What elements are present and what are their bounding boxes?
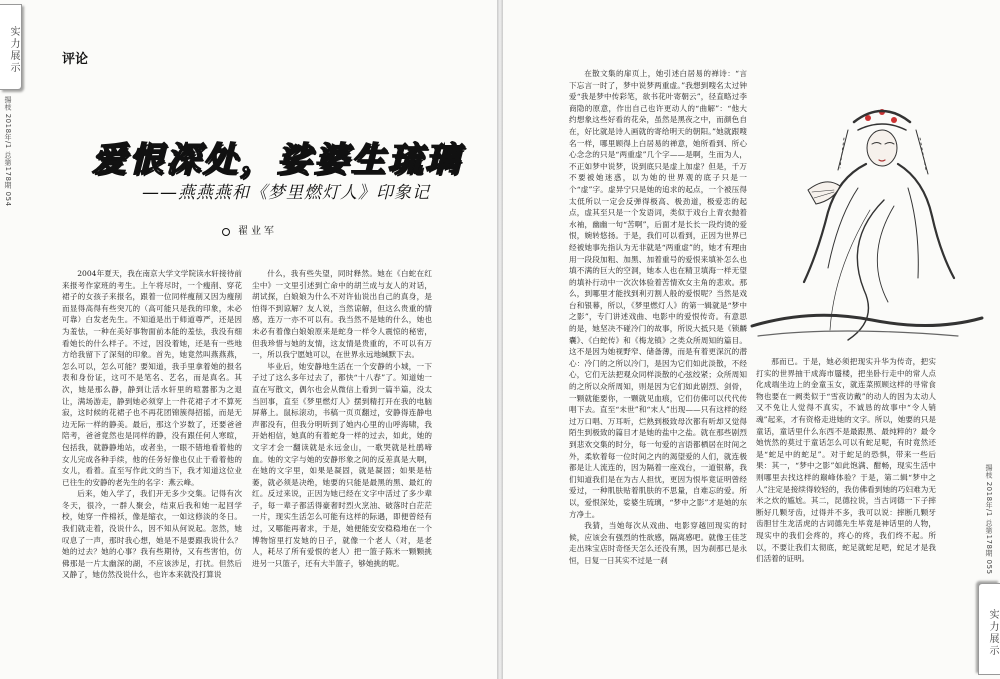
section-tab-right: 实力展示	[978, 583, 1000, 675]
opera-figure-illustration	[748, 60, 984, 345]
right-column-1	[569, 68, 747, 670]
right-column-2	[756, 356, 936, 668]
paragraph: 那而已。于是，她必须把现实升华为传奇，把实打实的世界抽干成海市蜃楼，把坐卧行走中的常人点化成端坐边上的金童玉女，就连菜照顾这样的寻常食物也要在一阙类似于“雪夜访戴”的动人的因为太动人又不免让人觉得不真实，不诚恳的故事中“令人销魂”起来，才有资格走进她的文字。所以，她要的只是童话，童话里什么东西不是最跟黑、最纯粹的？最令她恍然的莫过于童话怎么可以有蛇足呢，有时竟然还是“蛇足中的蛇足”。对于蛇足的恐惧，带来一些后果：其一，“梦中之影”如此饱满、酣畅，现实生活中则哪里去找这样的巅峰体验？于是，第二辑“梦中之人”注定是接续得较轻的，我仿佛看到她的巧妇难为无米之炊的尴尬。其二，昆德拉说，当古词德一下子摔断好几颗牙齿，过得并不多，我可以说：摔断几颗牙齿胆甘生龙活虎的古词德先生毕竟是神话里的人物，现实中的我们会疼的，疼心的疼，我们终不起。所以，不要让我们太彻底，蛇足就蛇足吧，蛇足才是我们活着的证明。	[756, 357, 936, 564]
paragraph: 在散文集的扉页上，她引述白居易的禅诗：“言下忘言一时了，梦中说梦两重虚。”我想到嗖名太过钟爱“我是梦中传彩笔，欲书花叶寄朝云”，径直略过李商隐的原意，作出自己也许更动人的“曲解”：“他大约想象这些好看的花朵，虽然是黑夜之中，而颜色自在，好比就是诗人画就的寄给明天的朝阳。”她就跟嗖名一样，哪里顾得上白居易的禅意，她所看到、所心心念念的只是“两重虚”几个字——是啊，生而为人，不正如梦中说梦，说到底只是虚上加虚？但是，千万不要被她迷惑，以为她的世界观的底子只是一个“虚”字。虚异宁只是她的追求的起点，一个被压得太低所以一定会反弹得极高、极劲道，极爱恋的起点，虚其至只是一个发语词，类似于戏台上青衣抛着水袖，幽幽一句“苦啊”，后面才是长长一段灼烫的爱恨，婉转悠扬。于是，我们可以看到，正因为世界已经被她事先指认为无非就是“两重虚”的，她才有理由用一段段加粗、加黑、加着重号的爱恨来填补怎么也填不满的巨大的空洞，她本人也在精卫填海一样无望的填补行动中一次次体验着苦情欢女主角的悲欢。那么，到哪里才能找到利刃割人般的爱恨呢？当然是戏台和银幕，所以，《梦里燃灯人》的第一辑就是“梦中之影”，专门讲述戏曲、电影中的爱恨传奇。有意思的是，她坚决不碰冷门的故事，所说大抵只是《锁麟囊》、《白蛇传》和《梅龙镇》之类众所周知的篇目。这不是因为她视野窄、储备薄，而是有着更深沉的潜心：冷门的之所以冷门，是因为它们如此淡散，不经心，它们无法把观众同样淡散的心弦绞紧；众所周知的之所以众所周知，则是因为它们如此剧烈、剑骨，一颗就能要你，一颗就见血痕，它们仿佛可以代代传唱下去。直至“未世”和“末人”出现——只有这样的经过万口唱、万耳听，烂熟到极致母次都有听却又觉得陌生到极致的篇目才是她的盐中之盐。就在那些剧烈到悲欢交集的时分，每一句爱的言语都栖居在时间之外，柔软着每一位时间之内的渴望爱的人们，就连极都是让人流连的，因为隔着一座戏台，一道银幕，我们知道我们是在为古人担忧，更因为恨毕竟证明曾经爱过，一种肌肤贴着肌肤的不思量，自难忘的爱。所以，爱恨深处，娑婆生琉璃，“梦中之影”才是她的东方净土。	[569, 69, 747, 519]
left-column-1	[62, 268, 242, 670]
right-page	[503, 0, 1000, 679]
left-column-2	[252, 268, 432, 670]
article-subtitle: ——燕燕燕和《梦里燃灯人》印象记	[142, 183, 430, 203]
paragraph: 毕业后，她安静地生活在一个安静的小城，一下子过了这么多年过去了，都快“十八春”了。知道她一直在写散文，偶尔也会从微信上看到一篇半篇，没太当回事，直至《梦里燃灯人》摆到精打开在我的电脑屏幕上。鼠标滚动，书稿一页页翻过，安静得连静电声都没有，但我分明听到了她内心里的山呼海啸，我开始相信，她真的有着蛇身一样的过去，如此，她的文字才会一翻读就是永远金山，一歌哭就是杜鹃啼血。她的文字与她的安静形象之间的反差真是大啊，在她的文字里，如果是凝固，就是凝固；如果是枯萎，就必须是决绝，她要的只能是最黑的黑、最红的红。反过来说，正因为她已经在文字中活过了多少辈子，每一辈子都活得豪奢时烈火烹油、破落时白茫茫一片，现实生活怎么可能有这样的际遇，即便曾经有过，又哪能再奢求，于是，她便能安安稳稳地在一个博物馆里打发她的日子，就像一个老人（对，是老人，耗尽了所有爱恨的老人）把一篮子陈米一颗颗挑进另一只篮子，还有大半篮子，够她挑的呢。	[252, 361, 432, 568]
left-page	[0, 0, 497, 679]
paragraph: 2004年夏天，我在南京大学文学院读水轩接待前来报考作家班的考生。上午将尽时，一个瘦削、穿花裙子的女孩子来报名，跟着一位同样瘦削又因为瘦削而显得高得有些突兀的（高可能只是我的印象，未必可靠）白发老先生。不知道是出于师道尊严，还是因为羞怯，一种在美好事物面前本能的羞怯，我没有细看她长的什么样子。不过，因没着她，还是有一些地方给我留下了深刻的印象。首先，她竟然叫燕燕燕，怎么可以，怎么可能？要知道，我手里拿着她的报名表和身份证，这可不是笔名、艺名，而是真名。其次，她是那么静，静到让活水轩里的喧嚣都为之退让，满场游走，静到她必须穿上一件花裙子才不算死寂，这时候的花裙子也不再花团锦簇得招摇，而是无边无际一样的静美。最后，那这个岁数了，还要爸爸陪考，爸爸竟然也是同样的静，没有跟任何人寒暄，包括我，就静静地站，或者坐，一眼不错地看着他的女儿完成各种手续，他的任务好像也仅止于看着他的女儿，看着。直至写作此文的当下，我才知道这位业已往生的安静的老先生的名字：燕云峰。	[62, 269, 242, 487]
folio-right: 揚枝 2018年/1 总第178期 055	[985, 464, 993, 575]
folio-left: 揚枝 2018年/1 总第178期 054	[4, 96, 12, 207]
paragraph: 我猜，当她每次从戏曲、电影穿越回现实的时候，应该会有强烈的性欲感，隔离感吧。就像王佳芝走出珠宝店时奇怪天怎么还没有黑，因为刹那已是永恒，日复一日其实不过是一刹	[569, 521, 747, 565]
section-label: 评论	[62, 52, 89, 67]
article-title: 爱恨深处，娑婆生琉璃	[92, 140, 462, 180]
bullet-circle-icon	[222, 228, 230, 236]
author-line	[222, 222, 277, 237]
paragraph: 什么，我有些失望，同时释然。她在《白蛇在红尘中》一文里引述到亡命中的胡兰成与友人的对话，胡试探，白娘娘为什么不对许仙说出自己的真身，是怕得不到谅解？友人说，当然谅解，但这么贵重的情感，连万一亦不可以有。我当然不是她的什么，她也未必有着像白娘娘原来是蛇身一样令人震惊的秘密，但我珍惜与她的友情，这友情是贵重的，不可以有万一，所以我宁愿她可以，在世界永远地缄默下去。	[252, 269, 432, 360]
author-name: 翟业军	[238, 226, 277, 237]
section-tab-left: 实力展示	[0, 4, 22, 90]
paragraph: 后来，她入学了，我们开无多少交集。记得有次冬天，很冷，一群人聚会，结束后我和她一起回学校，她穿一件棉袄，像是缩衣，一如这修淡的冬日。我们就走着，没说什么，因不知从何说起。忽然，她叹息了一声，那时我心想，她是不是要跟我说什么？她的过去？她的心事？我有些期待，又有些害怕，仿佛那是一片太幽深的湖，不应该涉足，打扰。但然后又静了，她仿然没说什么，也许本来就没打算说	[62, 489, 242, 580]
